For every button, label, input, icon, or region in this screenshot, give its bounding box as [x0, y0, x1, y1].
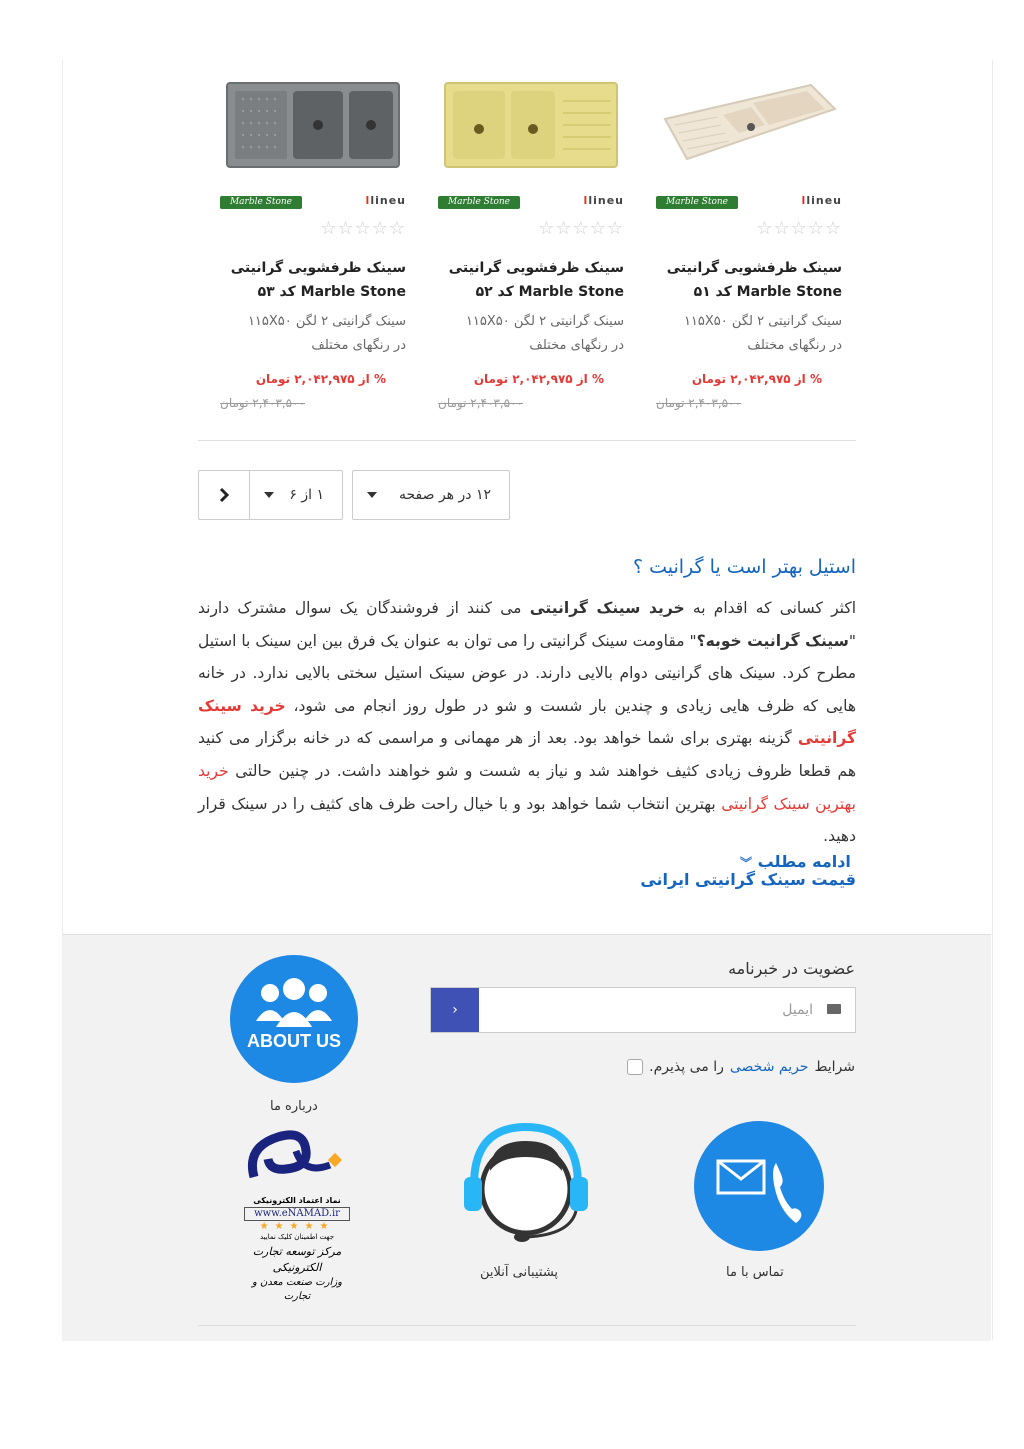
bold-keyword: خرید سینک گرانیتی: [529, 599, 685, 617]
chevron-down-icon: [367, 492, 377, 498]
price-discounted: % از ۲,۰۴۲,۹۷۵ تومان: [473, 372, 604, 386]
brand-row: [438, 194, 624, 212]
page-of-label: ۱ از ۶: [289, 487, 324, 503]
footer: [62, 934, 991, 1341]
chevron-down-icon: [264, 492, 274, 498]
price-original: ۲,۴۰۳,۵۰۰ تومان: [438, 396, 523, 410]
read-more-link[interactable]: ادامه مطلب ︾: [740, 852, 851, 871]
brand-row: [656, 194, 842, 212]
rating-stars: ☆☆☆☆☆: [320, 218, 406, 239]
enamad-text-2: جهت اطمینان کلیک نمایید: [259, 1233, 335, 1241]
lineu-logo: llineu: [583, 194, 624, 207]
per-page-select[interactable]: [352, 470, 510, 520]
double-chevron-down-icon: ︾: [740, 856, 753, 870]
rating-stars: ☆☆☆☆☆: [756, 218, 842, 239]
product-image[interactable]: [220, 70, 406, 180]
terms-checkbox[interactable]: [627, 1059, 643, 1075]
product-description: سینک گرانیتی ۲ لگن ۱۱۵X۵۰ در رنگهای مختلف: [465, 314, 624, 353]
product-title[interactable]: سینک ظرفشویی گرانیتی Marble Stone کد ۵۳: [230, 260, 406, 300]
next-heading-cutoff: قیمت سینک گرانیتی ایرانی: [640, 870, 856, 889]
buy-granite-sink-link[interactable]: خرید سینک گرانیتی: [198, 696, 856, 748]
bold-keyword: سینک گرانیت خوبه؟: [696, 631, 849, 650]
enamad-url: www.eNAMAD.ir: [244, 1207, 350, 1221]
svg-text:ABOUT US: ABOUT US: [247, 1031, 341, 1051]
enamad-badge[interactable]: [242, 1121, 352, 1302]
product-title[interactable]: سینک ظرفشویی گرانیتی Marble Stone کد ۵۱: [666, 260, 842, 300]
brand-row: [220, 194, 406, 212]
price-original: ۲,۴۰۳,۵۰۰ تومان: [656, 396, 741, 410]
lineu-logo: llineu: [365, 194, 406, 207]
enamad-logo-icon: [242, 1121, 352, 1191]
star-row-icon: ★★★★★: [259, 1221, 335, 1232]
mail-phone-icon: [694, 1121, 824, 1251]
price-discounted: % از ۲,۰۴۲,۹۷۵ تومان: [255, 372, 386, 386]
per-page-value: ۱۲ در هر صفحه: [398, 487, 491, 503]
marble-stone-logo: Marble Stone: [438, 196, 520, 209]
privacy-terms: شرایط حریم شخصی را می پذیرم.: [627, 1059, 855, 1075]
marble-stone-logo: Marble Stone: [656, 196, 738, 209]
newsletter-submit-button[interactable]: ›: [431, 988, 479, 1032]
contact-us-button[interactable]: [694, 1121, 824, 1251]
about-us-label[interactable]: درباره ما: [270, 1099, 318, 1114]
online-support-button[interactable]: [460, 1121, 592, 1253]
price-discounted: % از ۲,۰۴۲,۹۷۵ تومان: [691, 372, 822, 386]
product-card[interactable]: [656, 60, 842, 420]
product-title[interactable]: سینک ظرفشویی گرانیتی Marble Stone کد ۵۲: [448, 260, 624, 300]
price-original: ۲,۴۰۳,۵۰۰ تومان: [220, 396, 305, 410]
product-card[interactable]: [438, 60, 624, 420]
product-description: سینک گرانیتی ۲ لگن ۱۱۵X۵۰ در رنگهای مختلف: [683, 314, 842, 353]
product-image[interactable]: [656, 70, 842, 180]
online-support-label[interactable]: پشتیبانی آنلاین: [480, 1265, 559, 1280]
chevron-right-icon: [218, 487, 230, 503]
enamad-text-4: وزارت صنعت معدن و تجارت: [252, 1277, 342, 1302]
rating-stars: ☆☆☆☆☆: [538, 218, 624, 239]
enamad-text-1: نماد اعتماد الکترونیکی: [253, 1196, 341, 1205]
article-title: استیل بهتر است یا گرانیت ؟: [632, 556, 856, 578]
page-number-select[interactable]: [249, 471, 342, 519]
about-us-button[interactable]: [230, 955, 358, 1083]
marble-stone-logo: Marble Stone: [220, 196, 302, 209]
contact-us-label[interactable]: تماس با ما: [726, 1265, 784, 1280]
product-description: سینک گرانیتی ۲ لگن ۱۱۵X۵۰ در رنگهای مختلف: [247, 314, 406, 353]
lineu-logo: llineu: [801, 194, 842, 207]
product-card[interactable]: [220, 60, 406, 420]
about-us-icon: [230, 955, 358, 1083]
section-divider: [198, 440, 856, 441]
envelope-icon: [827, 1004, 841, 1014]
email-input[interactable]: [481, 988, 857, 1032]
next-page-button[interactable]: [199, 471, 249, 519]
best-granite-sink-link[interactable]: خرید بهترین سینک گرانیتی: [198, 761, 856, 813]
article-body: اکثر کسانی که اقدام به خرید سینک گرانیتی می کنند از فروشندگان یک سوال مشترک دارند "سینک گرانیت خوبه؟" مقاومت سینک گرانیتی را می توان به عنوان یک فرق بین این سینک با استیل مطرح کرد. سینک های گرانیتی دوام بالایی دارند. در عوض سینک استیل سختی بالایی ندارد. در خانه هایی که ظرف هایی زیادی و چندین بار شست و شو در طول روز انجام می شود، خرید سینک گرانیتی گزینه بهتری برای شما خواهد بود. بعد از هر مهمانی و مراسمی که در خانه برگزار می کنید هم قطعا ظروف زیادی کثیف خواهند شد و نیاز به شست و شو خواهند داشت. در چنین حالتی خرید بهترین سینک گرانیتی بهترین انتخاب شما خواهد بود و با خیال راحت ظرف های کثیف را در سینک قرار دهید.: [198, 599, 857, 846]
headset-support-icon: [460, 1121, 592, 1253]
page-selector[interactable]: [198, 470, 343, 520]
product-image[interactable]: [438, 70, 624, 180]
enamad-text-3: مرکز توسعه تجارت الکترونیکی: [252, 1245, 342, 1274]
newsletter-title: عضویت در خبرنامه: [728, 959, 855, 978]
footer-divider: [198, 1325, 856, 1326]
newsletter-form: [430, 987, 856, 1033]
privacy-link[interactable]: حریم شخصی: [729, 1059, 809, 1075]
